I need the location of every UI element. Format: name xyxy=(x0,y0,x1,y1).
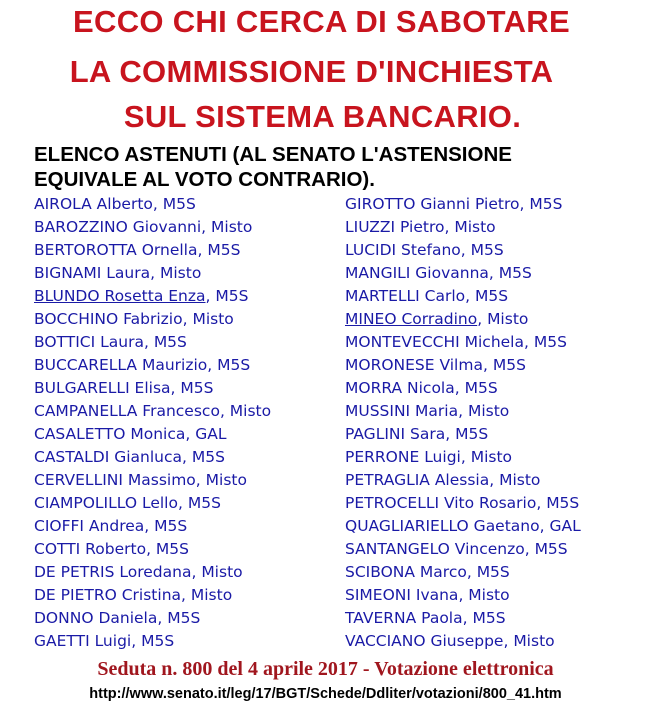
senator-party: Misto xyxy=(159,264,202,282)
senator-party: Misto xyxy=(454,218,496,236)
title-line-3: SUL SISTEMA BANCARIO. xyxy=(123,99,522,134)
senator-party: Misto xyxy=(190,586,233,604)
senator-party: M5S xyxy=(472,609,506,627)
title-line-2: LA COMMISSIONE D'INCHIESTA xyxy=(69,54,554,89)
subtitle xyxy=(34,142,634,192)
senator-party: Misto xyxy=(205,471,247,489)
senator-row: PETROCELLI Vito Rosario, M5S xyxy=(345,494,580,512)
senator-party: M5S xyxy=(546,494,580,512)
senator-name: CIOFFI Andrea xyxy=(34,517,145,535)
senator-party: M5S xyxy=(154,517,188,535)
senator-row: CIAMPOLILLO Lello, M5S xyxy=(34,494,221,512)
senator-party: GAL xyxy=(195,425,227,443)
senator-party: M5S xyxy=(153,333,187,351)
senator-party: M5S xyxy=(455,425,489,443)
senator-name: MARTELLI Carlo xyxy=(345,287,466,305)
senator-row: CASALETTO Monica, GAL xyxy=(34,425,227,443)
senator-row: DE PETRIS Loredana, Misto xyxy=(34,563,243,581)
senator-row: PERRONE Luigi, Misto xyxy=(345,448,513,466)
senator-name: MORRA Nicola xyxy=(345,379,455,397)
senator-party: M5S xyxy=(498,264,532,282)
senator-party: M5S xyxy=(162,195,196,213)
senator-party: M5S xyxy=(464,379,498,397)
senator-party: M5S xyxy=(534,540,568,558)
senator-party: M5S xyxy=(180,379,214,397)
senator-name: AIROLA Alberto xyxy=(34,195,153,213)
senator-party: M5S xyxy=(217,356,251,374)
senator-name: PETROCELLI Vito Rosario xyxy=(345,494,537,512)
senator-row: VACCIANO Giuseppe, Misto xyxy=(345,632,555,650)
senator-name: BOTTICI Laura xyxy=(34,333,144,351)
senator-name: CASTALDI Gianluca xyxy=(34,448,182,466)
senator-list-left xyxy=(34,193,271,653)
senator-party: M5S xyxy=(191,448,225,466)
senator-name: SANTANGELO Vincenzo xyxy=(345,540,525,558)
senator-row: LUCIDI Stefano, M5S xyxy=(345,241,504,259)
senator-name: VACCIANO Giuseppe xyxy=(345,632,504,650)
senator-row: BAROZZINO Giovanni, Misto xyxy=(34,218,253,236)
senator-row: PETRAGLIA Alessia, Misto xyxy=(345,471,541,489)
senator-row: MARTELLI Carlo, M5S xyxy=(345,287,509,305)
senator-row: CIOFFI Andrea, M5S xyxy=(34,517,188,535)
senator-row: TAVERNA Paola, M5S xyxy=(345,609,506,627)
senator-row: COTTI Roberto, M5S xyxy=(34,540,189,558)
senator-name: QUAGLIARIELLO Gaetano xyxy=(345,517,540,535)
senator-party: Misto xyxy=(468,586,510,604)
senator-row: GIROTTO Gianni Pietro, M5S xyxy=(345,195,563,213)
senator-party: Misto xyxy=(229,402,272,420)
senator-row: AIROLA Alberto, M5S xyxy=(34,195,196,213)
senator-name: GAETTI Luigi xyxy=(34,632,132,650)
senator-party: M5S xyxy=(167,609,201,627)
senator-row: BOTTICI Laura, M5S xyxy=(34,333,187,351)
senator-row: BLUNDO Rosetta Enza, M5S xyxy=(34,287,249,305)
senator-party: M5S xyxy=(215,287,249,305)
senator-row: SANTANGELO Vincenzo, M5S xyxy=(345,540,568,558)
senator-row: CERVELLINI Massimo, Misto xyxy=(34,471,247,489)
senator-row: CAMPANELLA Francesco, Misto xyxy=(34,402,272,420)
senator-party: Misto xyxy=(467,402,510,420)
senator-name: CERVELLINI Massimo xyxy=(34,471,196,489)
senator-name: CAMPANELLA Francesco xyxy=(34,402,220,420)
senator-row: MANGILI Giovanna, M5S xyxy=(345,264,532,282)
senator-party: M5S xyxy=(470,241,504,259)
session-info: Seduta n. 800 del 4 aprile 2017 - Votazione elettronica xyxy=(97,658,554,680)
senator-party: Misto xyxy=(513,632,555,650)
senator-name: BIGNAMI Laura xyxy=(34,264,151,282)
subtitle-line-2: EQUIVALE AL VOTO CONTRARIO). xyxy=(34,168,375,191)
senator-name: BERTOROTTA Ornella xyxy=(34,241,198,259)
senator-row: MUSSINI Maria, Misto xyxy=(345,402,510,420)
senator-name: LUCIDI Stefano xyxy=(345,241,461,259)
senator-name: PERRONE Luigi xyxy=(345,448,461,466)
senator-name: TAVERNA Paola xyxy=(345,609,463,627)
senator-row: CASTALDI Gianluca, M5S xyxy=(34,448,225,466)
senator-row: DE PIETRO Cristina, Misto xyxy=(34,586,233,604)
senator-party: M5S xyxy=(476,563,510,581)
senator-name: MANGILI Giovanna xyxy=(345,264,489,282)
senator-name: SIMEONI Ivana xyxy=(345,586,459,604)
senator-name: CASALETTO Monica xyxy=(34,425,186,443)
senator-row: SCIBONA Marco, M5S xyxy=(345,563,510,581)
source-url: http://www.senato.it/leg/17/BGT/Schede/Ddliter/votazioni/800_41.htm xyxy=(89,686,562,702)
senator-name-link[interactable]: MINEO Corradino xyxy=(345,310,478,328)
senator-name: BOCCHINO Fabrizio xyxy=(34,310,183,328)
senator-name: DONNO Daniela xyxy=(34,609,158,627)
senator-name: PETRAGLIA Alessia xyxy=(345,471,490,489)
senator-name: MUSSINI Maria xyxy=(345,402,459,420)
senator-party: Misto xyxy=(201,563,243,581)
senator-name: GIROTTO Gianni Pietro xyxy=(345,195,520,213)
senator-row: LIUZZI Pietro, Misto xyxy=(345,218,496,236)
senator-name: MONTEVECCHI Michela xyxy=(345,333,524,351)
senator-row: DONNO Daniela, M5S xyxy=(34,609,201,627)
senator-party: M5S xyxy=(187,494,221,512)
senator-name: DE PETRIS Loredana xyxy=(34,563,192,581)
senator-party: M5S xyxy=(207,241,241,259)
senator-row: MORRA Nicola, M5S xyxy=(345,379,498,397)
senator-row: GAETTI Luigi, M5S xyxy=(34,632,175,650)
senator-name: PAGLINI Sara xyxy=(345,425,446,443)
senator-party: M5S xyxy=(141,632,175,650)
senator-name: COTTI Roberto xyxy=(34,540,147,558)
senator-row: BUCCARELLA Maurizio, M5S xyxy=(34,356,251,374)
senator-party: M5S xyxy=(533,333,567,351)
senator-name: BUCCARELLA Maurizio xyxy=(34,356,208,374)
senator-party: Misto xyxy=(470,448,513,466)
senator-row: QUAGLIARIELLO Gaetano, GAL xyxy=(345,517,581,535)
senator-row: BULGARELLI Elisa, M5S xyxy=(34,379,214,397)
senator-party: GAL xyxy=(549,517,581,535)
senator-name-link[interactable]: BLUNDO Rosetta Enza xyxy=(34,287,206,305)
senator-row: MORONESE Vilma, M5S xyxy=(345,356,526,374)
title-line-1: ECCO CHI CERCA DI SABOTARE xyxy=(73,4,570,39)
senator-name: SCIBONA Marco xyxy=(345,563,467,581)
senator-row: BOCCHINO Fabrizio, Misto xyxy=(34,310,234,328)
senator-row: SIMEONI Ivana, Misto xyxy=(345,586,510,604)
senator-party: Misto xyxy=(499,471,541,489)
senator-party: M5S xyxy=(475,287,509,305)
senator-list-right xyxy=(345,193,581,653)
senator-party: Misto xyxy=(487,310,529,328)
senator-name: BAROZZINO Giovanni xyxy=(34,218,202,236)
senator-row: MINEO Corradino, Misto xyxy=(345,310,529,328)
senator-row: PAGLINI Sara, M5S xyxy=(345,425,489,443)
senator-name: DE PIETRO Cristina xyxy=(34,586,182,604)
senator-party: M5S xyxy=(492,356,526,374)
senator-party: M5S xyxy=(529,195,563,213)
subtitle-line-1: ELENCO ASTENUTI (AL SENATO L'ASTENSIONE xyxy=(34,143,512,166)
senator-name: LIUZZI Pietro xyxy=(345,218,445,236)
senator-party: Misto xyxy=(211,218,253,236)
senator-row: BERTOROTTA Ornella, M5S xyxy=(34,241,241,259)
senator-name: MORONESE Vilma xyxy=(345,356,483,374)
senator-party: M5S xyxy=(155,540,189,558)
senator-party: Misto xyxy=(192,310,234,328)
senator-name: BULGARELLI Elisa xyxy=(34,379,171,397)
senator-row: BIGNAMI Laura, Misto xyxy=(34,264,202,282)
senator-row: MONTEVECCHI Michela, M5S xyxy=(345,333,567,351)
senator-name: CIAMPOLILLO Lello xyxy=(34,494,178,512)
